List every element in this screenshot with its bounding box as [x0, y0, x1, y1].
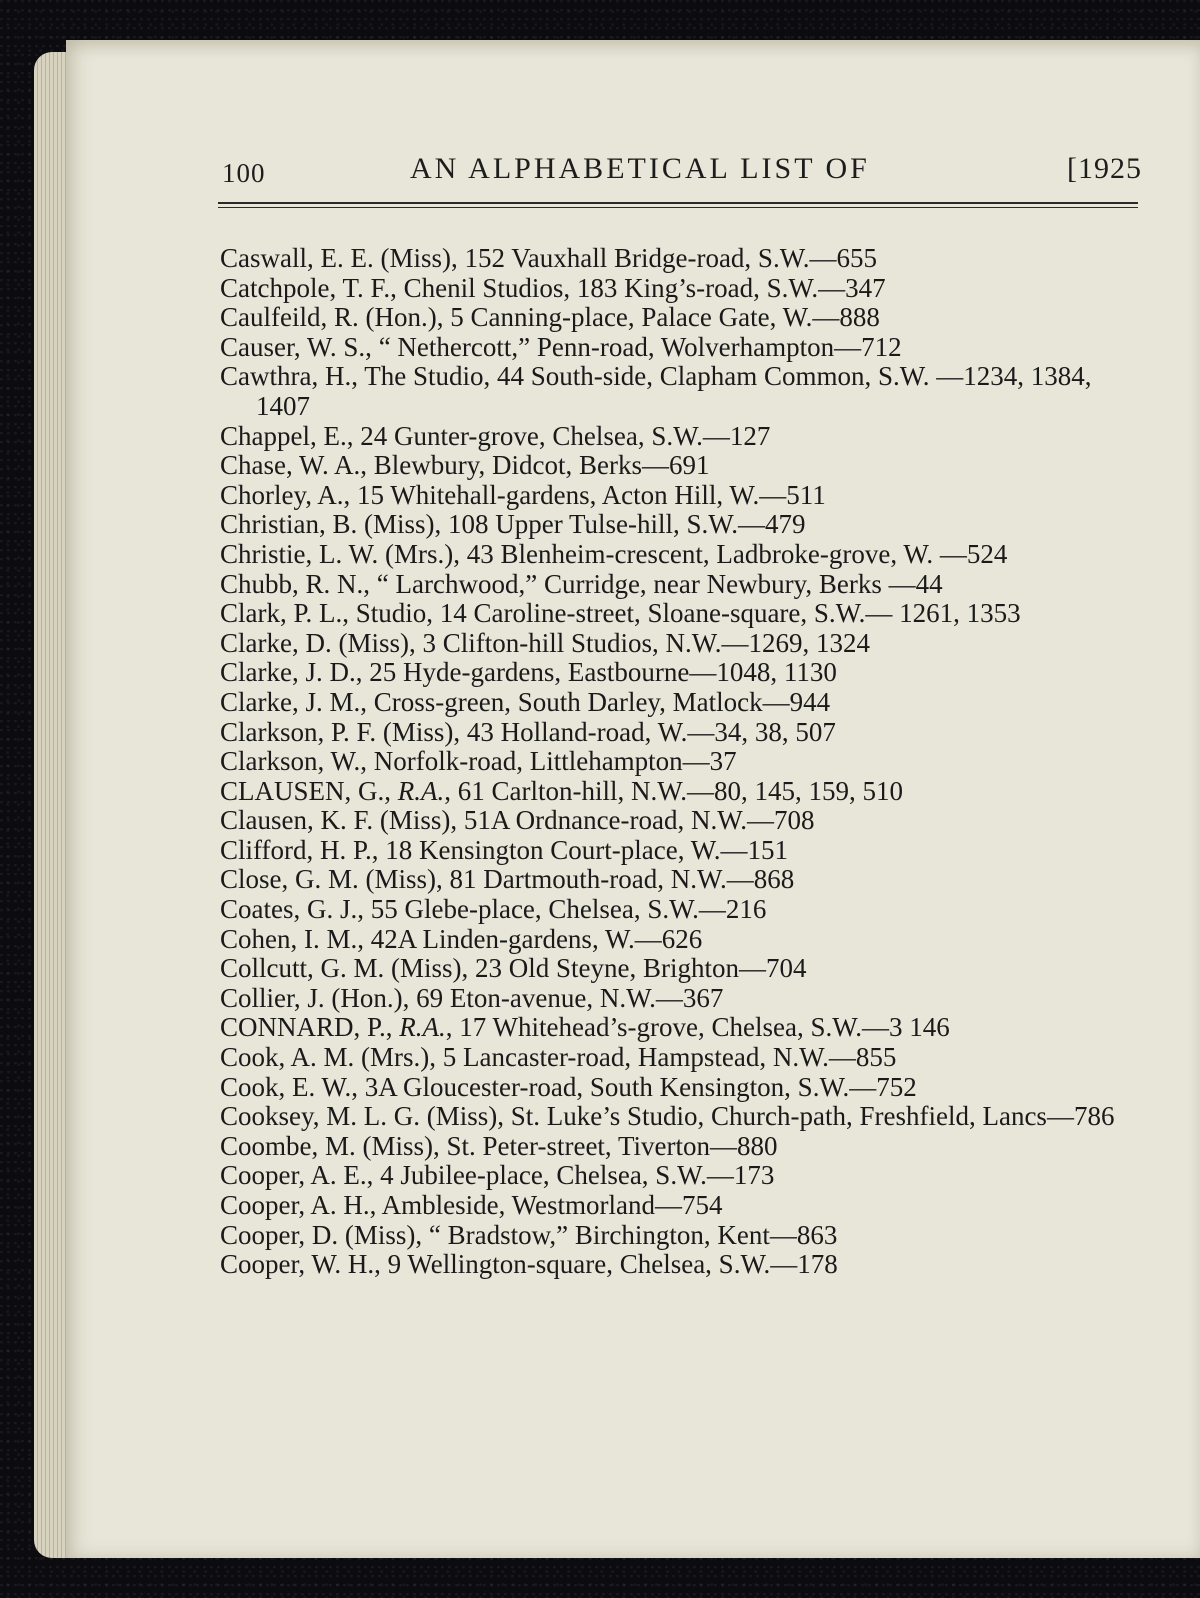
entry-name: Chase, W. A.,	[220, 450, 368, 481]
entry-address: 43 Holland-road, W.—34, 38, 507	[460, 716, 836, 747]
entry-address: 18 Kensington Court-place, W.—151	[378, 834, 788, 865]
entry-name: CLAUSEN, G.,	[220, 775, 392, 806]
list-item	[220, 244, 1138, 274]
entry-address: 152 Vauxhall Bridge-road, S.W.—655	[457, 243, 877, 273]
entry-address: , 61 Carlton-hill, N.W.—80, 145, 159, 510	[444, 775, 904, 806]
list-item	[220, 481, 1138, 511]
entry-address: 69 Eton-avenue, N.W.—367	[409, 982, 724, 1013]
entry-address: St. Luke’s Studio, Church-path, Freshfield, Lancs—786	[504, 1101, 1115, 1132]
list-item	[220, 599, 1138, 629]
entry-address: 5 Canning-place, Palace Gate, W.—888	[443, 302, 880, 333]
running-title: AN ALPHABETICAL LIST OF	[410, 152, 870, 185]
entry-address: 42A Linden-gardens, W.—626	[364, 923, 703, 954]
entry-name: Causer, W. S.,	[220, 331, 372, 362]
entry-name: Cooper, D. (Miss),	[220, 1219, 423, 1250]
entry-address: Blewbury, Didcot, Berks—691	[367, 450, 710, 481]
list-item	[220, 984, 1138, 1014]
list-item	[220, 1221, 1138, 1251]
entry-address: 81 Dartmouth-road, N.W.—868	[442, 864, 795, 895]
entry-list	[220, 244, 1138, 1280]
entry-address: Studio, 14 Caroline-street, Sloane-square, S.W.— 1261, 1353	[349, 598, 1021, 629]
entry-address: 55 Glebe-place, Chelsea, S.W.—216	[364, 894, 767, 925]
page-number: 100	[222, 158, 266, 188]
entry-name: Cawthra, H.,	[220, 361, 358, 392]
list-item	[220, 422, 1138, 452]
entry-name: Cooper, A. H.,	[220, 1190, 377, 1220]
list-item	[220, 954, 1138, 984]
entry-name: Coates, G. J.,	[220, 894, 364, 925]
list-item	[220, 1132, 1138, 1162]
entry-address: 9 Wellington-square, Chelsea, S.W.—178	[380, 1249, 838, 1280]
entry-address: 51A Ordnance-road, N.W.—708	[457, 805, 815, 836]
header-rule	[218, 202, 1138, 208]
list-item	[220, 629, 1138, 659]
list-item	[220, 688, 1138, 718]
entry-name: Clarke, J. D.,	[220, 657, 363, 688]
entry-name: Close, G. M. (Miss),	[220, 864, 443, 895]
entry-name: Clarke, J. M.,	[220, 686, 367, 717]
entry-name: Clarke, D. (Miss),	[220, 627, 416, 658]
list-item	[220, 1161, 1138, 1191]
entry-name: Coombe, M. (Miss),	[220, 1130, 440, 1161]
entry-name: Clarkson, W.,	[220, 746, 368, 777]
entry-name: Caswall, E. E. (Miss),	[220, 243, 458, 273]
entry-address: Chenil Studios, 183 King’s-road, S.W.—347	[396, 272, 886, 303]
entry-name: Chubb, R. N.,	[220, 568, 371, 599]
list-item	[220, 333, 1138, 363]
list-item	[220, 274, 1138, 304]
entry-name: Chappel, E.,	[220, 420, 354, 451]
entry-address: 3A Gloucester-road, South Kensington, S.W.—752	[358, 1071, 917, 1102]
entry-name: Clark, P. L.,	[220, 598, 350, 629]
entry-address: Norfolk-road, Littlehampton—37	[367, 746, 737, 777]
entry-name: Christie, L. W. (Mrs.),	[220, 538, 460, 569]
entry-name: Catchpole, T. F.,	[220, 272, 397, 303]
entry-name: Collier, J. (Hon.),	[220, 982, 410, 1013]
entry-address: Cross-green, South Darley, Matlock—944	[366, 686, 831, 717]
entry-address: 25 Hyde-gardens, Eastbourne—1048, 1130	[362, 657, 837, 688]
entry-address: 3 Clifton-hill Studios, N.W.—1269, 1324	[415, 627, 871, 658]
list-item	[220, 1043, 1138, 1073]
entry-name: Clifford, H. P.,	[220, 834, 379, 865]
entry-name: Clarkson, P. F. (Miss),	[220, 716, 461, 747]
entry-name: Caulfeild, R. (Hon.),	[220, 302, 444, 333]
list-item	[220, 747, 1138, 777]
entry-address: 4 Jubilee-place, Chelsea, S.W.—173	[373, 1160, 775, 1191]
list-item	[220, 1102, 1138, 1132]
running-header	[222, 152, 1142, 196]
entry-address: , 17 Whitehead’s-grove, Chelsea, S.W.—3 146	[445, 1012, 950, 1043]
list-item	[220, 362, 1138, 421]
list-item	[220, 540, 1138, 570]
entry-address: The Studio, 44 South-side, Clapham Common, S.W. —1234, 1384, 1407	[256, 361, 1092, 421]
entry-address: 5 Lancaster-road, Hampstead, N.W.—855	[436, 1042, 897, 1073]
entry-name: CONNARD, P.,	[220, 1012, 393, 1043]
list-item	[220, 777, 1138, 807]
entry-address: “ Bradstow,” Birchington, Kent—863	[422, 1219, 838, 1250]
entry-name: Cook, A. M. (Mrs.),	[220, 1042, 437, 1073]
list-item	[220, 303, 1138, 333]
list-item	[220, 865, 1138, 895]
entry-title: R.A.	[392, 1012, 446, 1043]
entry-address: “ Larchwood,” Curridge, near Newbury, Berks —44	[370, 568, 943, 599]
entry-address: 108 Upper Tulse-hill, S.W.—479	[441, 509, 806, 540]
entry-address: St. Peter-street, Tiverton—880	[439, 1130, 778, 1161]
entry-address: 15 Whitehall-gardens, Acton Hill, W.—511	[350, 479, 826, 510]
list-item	[220, 570, 1138, 600]
entry-address: 23 Old Steyne, Brighton—704	[468, 953, 807, 984]
entry-address: Ambleside, Westmorland—754	[376, 1190, 723, 1220]
list-item	[220, 510, 1138, 540]
list-item	[220, 895, 1138, 925]
list-item	[220, 718, 1138, 748]
entry-address: 43 Blenheim-crescent, Ladbroke-grove, W. —524	[460, 538, 1008, 569]
entry-address: “ Nethercott,” Penn-road, Wolverhampton—712	[371, 331, 902, 362]
entry-name: Cooper, A. E.,	[220, 1160, 374, 1191]
entry-name: Collcutt, G. M. (Miss),	[220, 953, 469, 984]
entry-name: Cooper, W. H.,	[220, 1249, 381, 1280]
list-item	[220, 658, 1138, 688]
list-item	[220, 836, 1138, 866]
list-item	[220, 451, 1138, 481]
list-item	[220, 806, 1138, 836]
list-item	[220, 1250, 1138, 1280]
list-item	[220, 1013, 1138, 1043]
list-item	[220, 1191, 1138, 1221]
entry-name: Christian, B. (Miss),	[220, 509, 442, 540]
entry-address: 24 Gunter-grove, Chelsea, S.W.—127	[353, 420, 771, 451]
entry-name: Chorley, A.,	[220, 479, 351, 510]
list-item	[220, 925, 1138, 955]
entry-name: Cooksey, M. L. G. (Miss),	[220, 1101, 505, 1132]
year-label: [1925	[1067, 152, 1142, 185]
entry-name: Cohen, I. M.,	[220, 923, 364, 954]
entry-name: Clausen, K. F. (Miss),	[220, 805, 458, 836]
entry-title: R.A.	[391, 775, 445, 806]
entry-name: Cook, E. W.,	[220, 1071, 359, 1102]
list-item	[220, 1073, 1138, 1103]
